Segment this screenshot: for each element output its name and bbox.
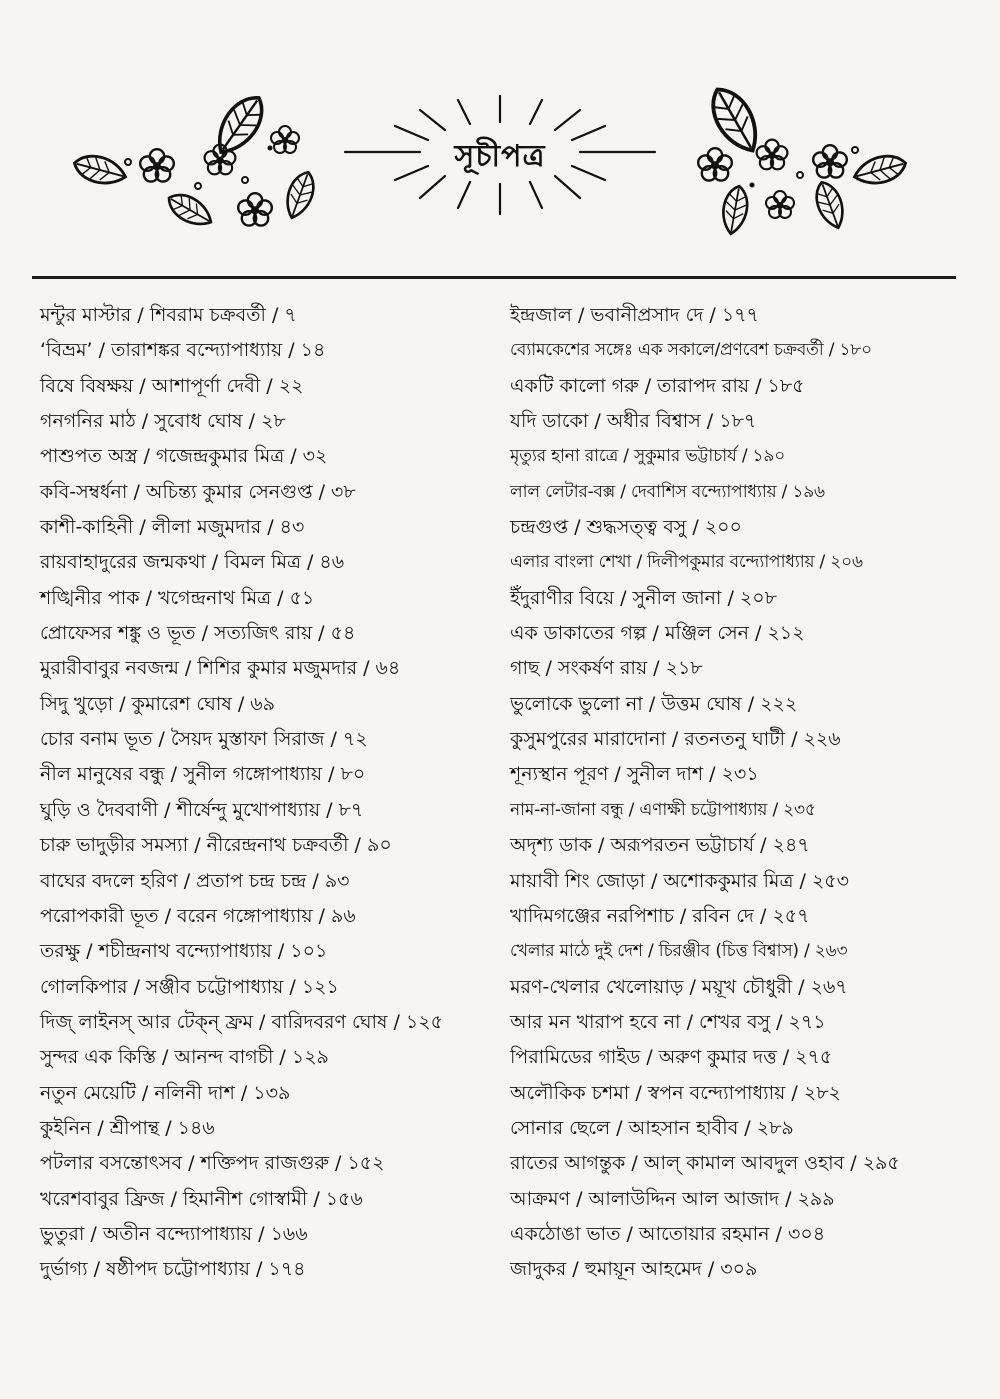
contents-entry: মরণ-খেলার খেলোয়াড় / ময়ূখ চৌধুরী / ২৬৭ [510,975,848,998]
contents-entry: ভুলোকে ভুলো না / উত্তম ঘোষ / ২২২ [510,692,798,715]
contents-left-column [40,298,490,1288]
contents-entry: চারু ভাদুড়ীর সমস্যা / নীরেন্দ্রনাথ চক্রবর্তী / ৯০ [40,834,392,857]
contents-entry: জাদুকর / হুমায়ূন আহমেদ / ৩০৯ [510,1258,758,1281]
contents-entry: ইঁদুরাণীর বিয়ে / সুনীল জানা / ২০৮ [510,586,777,609]
leaf-icon [71,151,129,189]
title-ornament [0,0,1000,280]
contents-entry: বাঘের বদলে হরিণ / প্রতাপ চন্দ্র চন্দ্র / ৯৩ [40,869,350,892]
contents-entry: শূন্যস্থান পূরণ / সুনীল দাশ / ২৩১ [510,763,759,786]
leaf-icon [208,89,272,161]
right-floral-ornament [698,81,909,236]
flower-icon [757,140,788,170]
contents-entry: ভুতুরা / অতীন বন্দ্যোপাধ্যায় / ১৬৬ [40,1222,308,1245]
contents-entry: এলার বাংলা শেখা / দিলীপকুমার বন্দ্যোপাধ্যায় / ২০৬ [510,552,863,573]
contents-entry: আর মন খারাপ হবে না / শেখর বসু / ২৭১ [510,1010,826,1033]
contents-entry: গোলকিপার / সঞ্জীব চট্টোপাধ্যায় / ১২১ [40,975,339,998]
contents-entry: প্রোফেসর শঙ্কু ও ভূত / সত্যজিৎ রায় / ৫৪ [40,622,356,645]
contents-entry: কুইনিন / শ্রীপান্থ / ১৪৬ [40,1116,215,1139]
contents-entry: নাম-না-জানা বন্ধু / এণাক্ষী চট্টোপাধ্যায় / ২৩৫ [510,799,816,820]
contents-entry: নতুন মেয়েটি / নলিনী দাশ / ১৩৯ [40,1081,291,1104]
contents-entry: তরক্ষু / শচীন্দ্রনাথ বন্দ্যোপাধ্যায় / ১০১ [40,940,328,963]
contents-entry: চোর বনাম ভূত / সৈয়দ মুস্তাফা সিরাজ / ৭২ [40,728,368,751]
contents-entry: অদৃশ্য ডাক / অরূপরতন ভট্টাচার্য / ২৪৭ [510,834,810,857]
contents-entry: পটলার বসন্তোৎসব / শক্তিপদ রাজগুরু / ১৫২ [40,1152,385,1175]
contents-entry: এক ডাকাতের গল্প / মঞ্জিল সেন / ২১২ [510,622,805,645]
flower-icon [813,145,847,177]
contents-entry: লাল লেটার-বক্স / দেবাশিস বন্দ্যোপাধ্যায় / ১৯৬ [510,481,825,502]
contents-entry: নীল মানুষের বন্ধু / সুনীল গঙ্গোপাধ্যায় / ৮০ [40,763,366,786]
contents-entry: মন্টুর মাস্টার / শিবরাম চক্রবর্তী / ৭ [40,304,297,326]
leaf-icon [163,188,216,232]
contents-right-column [510,298,990,1288]
contents-entry: কুসুমপুরের মারাদোনা / রতনতনু ঘাটী / ২২৬ [510,728,841,751]
contents-entry: যদি ডাকো / অধীর বিশ্বাস / ১৮৭ [510,410,757,433]
contents-entry: সোনার ছেলে / আহসান হাবীব / ২৮৯ [510,1116,794,1139]
contents-entry: সিদু খুড়ো / কুমারেশ ঘোষ / ৬৯ [40,692,275,715]
page-title: সূচীপত্র [454,139,546,174]
leaf-icon [811,178,849,231]
contents-entry: দিজ্ লাইনস্ আর টেক্‌ন্ ফ্রম / বারিদবরণ ঘোষ / ১২৫ [40,1010,443,1033]
contents-entry: রায়বাহাদুরের জন্মকথা / বিমল মিত্র / ৪৬ [40,551,345,574]
flower-icon [698,148,732,180]
contents-entry: ব্যোমকেশের সঙ্গেঃ এক সকালে/প্রণবেশ চক্রবর্তী / ১৮০ [510,340,872,361]
contents-entry: আক্রমণ / আলাউদ্দিন আল আজাদ / ২৯৯ [510,1187,835,1210]
contents-entry: মৃত্যুর হানা রাত্রে / সুকুমার ভট্টাচার্য / ১৯০ [510,446,786,467]
contents-entry: ঘুড়ি ও দৈববাণী / শীর্ষেন্দু মুখোপাধ্যায় / ৮৭ [40,798,364,821]
contents-entry: রাতের আগন্তুক / আল্ কামাল আবদুল ওহাব / ২৯৫ [510,1152,900,1175]
divider-line [32,276,956,279]
contents-entry: খাদিমগঞ্জের নরপিশাচ / রবিন দে / ২৫৭ [510,904,810,927]
contents-entry: একঠোঙা ভাত / আতোয়ার রহমান / ৩০৪ [510,1222,826,1245]
contents-entry: বিষে বিষক্ষয় / আশাপূর্ণা দেবী / ২২ [40,374,304,397]
contents-entry: কবি-সম্বর্ধনা / অচিন্ত্য কুমার সেনগুপ্ত / ৩৮ [40,480,356,503]
contents-entry: পিরামিডের গাইড / অরুণ কুমার দত্ত / ২৭৫ [510,1046,833,1069]
left-floral-ornament [71,89,319,232]
leaf-icon [851,151,909,189]
leaf-icon [281,168,319,221]
contents-entry: সুন্দর এক কিস্তি / আনন্দ বাগচী / ১২৯ [40,1046,329,1069]
contents-entry: খরেশবাবুর ফ্রিজ / হিমানীশ গোস্বামী / ১৫৬ [40,1187,363,1210]
contents-entry: কাশী-কাহিনী / লীলা মজুমদার / ৪৩ [40,516,305,539]
contents-entry: অলৌকিক চশমা / স্বপন বন্দ্যোপাধ্যায় / ২৮২ [510,1081,841,1104]
contents-entry: মায়াবী শিং জোড়া / অশোককুমার মিত্র / ২৫৩ [510,869,849,892]
flower-icon [766,191,794,218]
flower-icon [238,193,272,225]
flower-icon [140,149,174,181]
contents-entry: শঙ্খিনীর পাক / খগেন্দ্রনাথ মিত্র / ৫১ [40,586,315,609]
contents-entry: খেলার মাঠে দুই দেশ / চিরঞ্জীব (চিত্ত বিশ্বাস) / ২৬৩ [510,941,848,962]
flower-icon [271,126,299,153]
contents-entry: একটি কালো গরু / তারাপদ রায় / ১৮৫ [510,374,805,397]
contents-entry: গনগনির মাঠ / সুবোধ ঘোষ / ২৮ [40,410,286,433]
contents-entry: ‘বিভ্রম’ / তারাশঙ্কর বন্দ্যোপাধ্যায় / ১৪ [40,339,326,362]
leaf-icon [703,81,767,159]
contents-entry: পাশুপত অস্ত্র / গজেন্দ্রকুমার মিত্র / ৩২ [40,445,328,468]
contents-entry: মুরারীবাবুর নবজন্ম / শিশির কুমার মজুমদার / ৬৪ [40,657,401,680]
contents-entry: দুর্ভাগ্য / ষষ্ঠীপদ চট্টোপাধ্যায় / ১৭৪ [40,1258,306,1281]
contents-entry: পরোপকারী ভূত / বরেন গঙ্গোপাধ্যায় / ৯৬ [40,904,356,927]
contents-entry: ইন্দ্রজাল / ভবানীপ্রসাদ দে / ১৭৭ [510,304,759,326]
contents-entry: চন্দ্রগুপ্ত / শুদ্ধসত্ত্ব বসু / ২০০ [510,516,742,539]
contents-entry: গাছ / সংকর্ষণ রায় / ২১৮ [510,657,703,680]
leaf-icon [719,184,750,236]
